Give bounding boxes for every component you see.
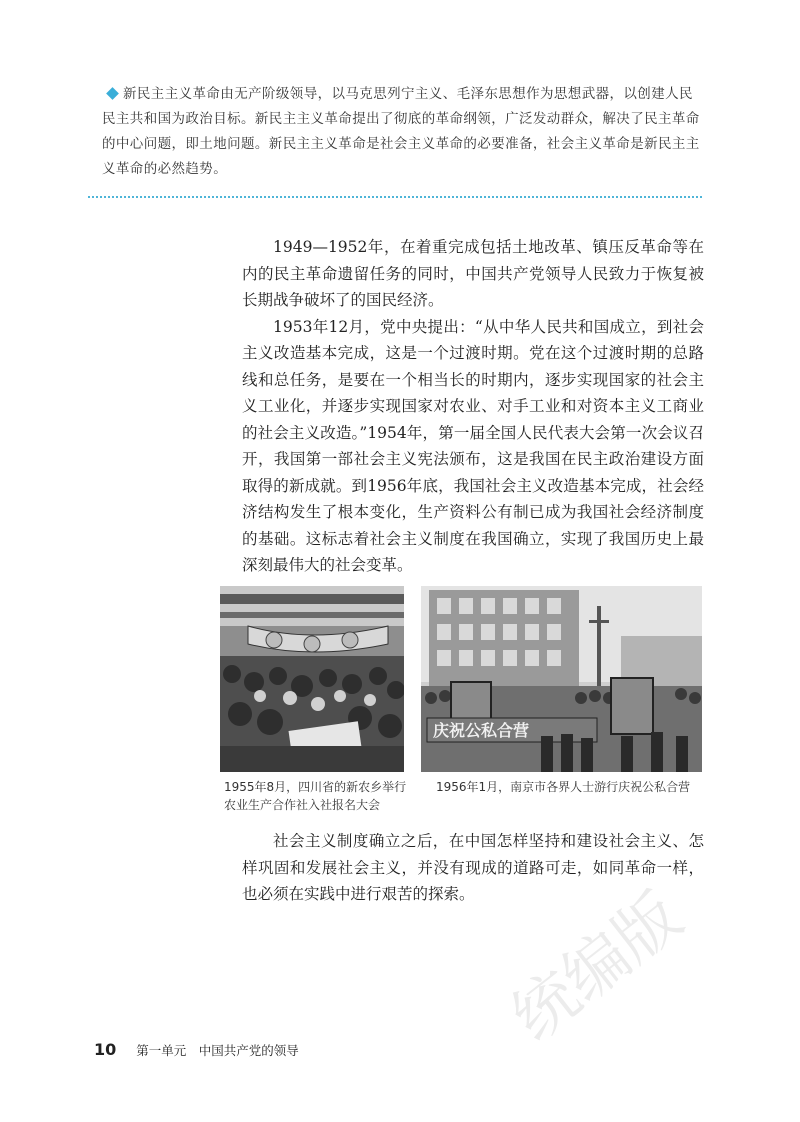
parade-banner-text: 庆祝公私合营: [433, 721, 530, 740]
summary-note: [102, 82, 702, 182]
page-number: 10: [94, 1040, 117, 1059]
photo-parade-nanjing: [421, 586, 702, 772]
photo-2-caption: 1956年1月，南京市各界人士游行庆祝公私合营: [436, 780, 691, 794]
photo-rally-sichuan: [220, 586, 404, 772]
summary-note-text: 新民主主义革命由无产阶级领导，以马克思列宁主义、毛泽东思想作为思想武器，以创建人民民主共和国为政治目标。新民主主义革命提出了彻底的革命纲领，广泛发动群众，解决了民主革命的中心问题，即土地问题。新民主主义革命是社会主义革命的必要准备，社会主义革命是新民主主义革命的必然趋势。: [102, 86, 700, 177]
paragraph-3: 社会主义制度确立之后，在中国怎样坚持和建设社会主义、怎样巩固和发展社会主义，并没有现成的道路可走，如同革命一样，也必须在实践中进行艰苦的探索。: [242, 832, 704, 903]
unit-title: 第一单元 中国共产党的领导: [136, 1043, 299, 1058]
watermark: 统编版: [498, 879, 696, 1056]
page-footer: [94, 1040, 299, 1059]
dotted-divider: [88, 196, 702, 198]
paragraph-2: 1953年12月，党中央提出：“从中华人民共和国成立，到社会主义改造基本完成，这是一个过渡时期。党在这个过渡时期的总路线和总任务，是要在一个相当长的时期内，逐步实现国家的社会主义工业化，并逐步实现国家对农业、对手工业和对资本主义工商业的社会主义改造。”1954年，第一届全国人民代表大会第一次会议召开，我国第一部社会主义宪法颁布，这是我国在民主政治建设方面取得的新成就。到1956年底，我国社会主义改造基本完成，社会经济结构发生了根本变化，生产资料公有制已成为我国社会经济制度的基础。这标志着社会主义制度在我国确立，实现了我国历史上最深刻最伟大的社会变革。: [242, 317, 704, 574]
photo-1-caption: 1955年8月，四川省的新农乡举行农业生产合作社入社报名大会: [224, 780, 407, 812]
main-text: [242, 234, 704, 579]
diamond-bullet-icon: [106, 87, 119, 100]
paragraph-1: 1949—1952年，在着重完成包括土地改革、镇压反革命等在内的民主革命遗留任务的同时，中国共产党领导人民致力于恢复被长期战争破坏了的国民经济。: [242, 238, 704, 309]
